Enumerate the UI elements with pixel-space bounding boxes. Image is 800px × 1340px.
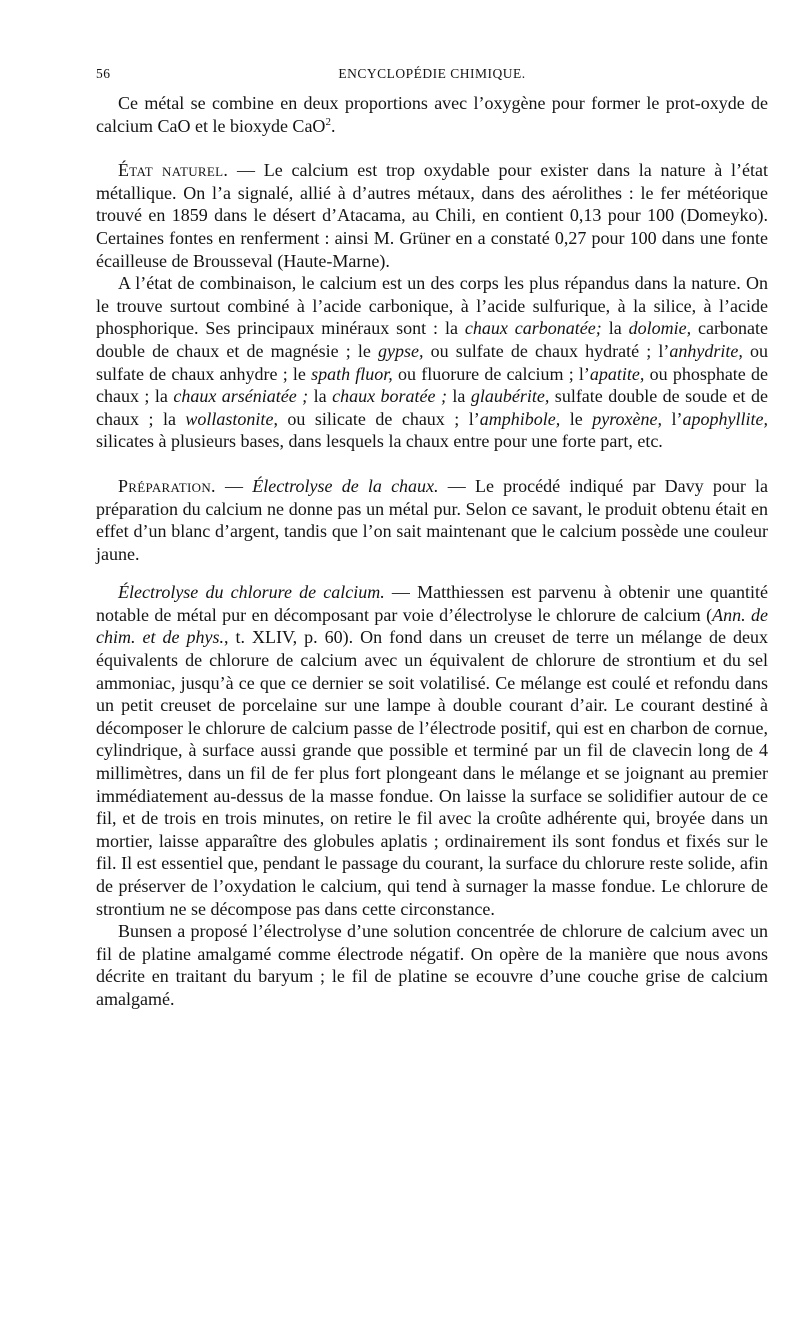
minerals-text: ou fluorure de calcium ; l’ <box>392 363 590 384</box>
minerals-text: ou phosphate de chaux ; la <box>96 363 768 407</box>
heading-dash: — <box>215 475 253 496</box>
mineral-name: chaux carbonatée; <box>464 318 602 339</box>
section-heading-preparation: Préparation. <box>118 475 216 496</box>
mineral-name: pyroxène, <box>592 408 663 429</box>
page-header <box>96 66 768 92</box>
mineral-name: apophyllite, <box>682 408 768 429</box>
minerals-text: la <box>601 318 629 339</box>
page-number: 56 <box>96 66 111 81</box>
minerals-text: ou sulfate de chaux hydraté ; l’ <box>423 340 670 361</box>
mineral-name: gypse, <box>378 340 424 361</box>
electrolyse-chlorure-paragraph <box>96 581 768 920</box>
electrolyse-text: — Matthiessen est parvenu à obtenir une quantité notable de métal pur en décomposant par voie d’électrolyse le chlorure de calcium ( <box>96 582 768 625</box>
preparation-paragraph <box>96 475 768 565</box>
mineral-name: amphibole, <box>479 408 561 429</box>
preparation-text: — Le procédé indiqué par Davy pour la préparation du calcium ne donne pas un métal pur. Selon ce savant, le produit obtenu était en effet d’un blanc d’argent, tandis que l’on sait maintenant que le calcium possède une couleur jaune. <box>96 475 769 564</box>
electrolyse-text: , t. XLIV, p. 60). On fond dans un creuset de terre un mélange de deux équivalents de chlorure de calcium avec un équivalent de chlorure de strontium et du sel ammoniac, jusqu’à ce que ce dernier se soit volatilisé. Ce mélange est coulé et refondu dans un petit creuset de porcelaine sur une lampe à double courant d’air. Le courant destiné à décomposer le chlorure de calcium passe de l’électrode positif, qui est en charbon de cornue, cylindrique, à surface aussi grande que possible et terminé par un fil de clavecin long de 4 millimètres, dans un fil de fer plus fort plongeant dans le mélange et se joignant au premier immédiatement au-dessus de la masse fondue. On laisse la surface se solidifier autour de ce fil, et de trois en trois minutes, on retire le fil avec la croûte adhérente qui, broyée dans un mortier, laisse apparaître des globules aplatis ; ordinairement ils sont fondus et fixés sur le fil. Il est essentiel que, pendant le passage du courant, la surface du chlorure reste solide, afin de préserver de l’oxydation le calcium, qui tend à surnager la masse fondue. Le chlorure de strontium ne se décompose pas dans cette circonstance. <box>96 627 768 919</box>
subheading-electrolyse-chlorure: Électrolyse du chlorure de calcium. <box>118 582 385 603</box>
intro-paragraph <box>96 92 768 137</box>
mineral-name: spath fluor, <box>311 363 393 384</box>
intro-text: Ce métal se combine en deux proportions avec l’oxygène pour former le prot-oxyde de calcium CaO et le bioxyde CaO <box>96 93 768 136</box>
etat-naturel-text: — Le calcium est trop oxydable pour exister dans la nature à l’état métallique. On l’a signalé, allié à d’autres métaux, dans des aérolithes : le fer météorique trouvé en 1859 dans le désert d’Atacama, au Chili, en contient 0,13 pour 100 (Domeyko). Certaines fontes en renferment : ainsi M. Grüner en a constaté 0,27 pour 100 dans une fonte écailleuse de Brousseval (Haute-Marne). <box>96 160 769 271</box>
running-title: ENCYCLOPÉDIE CHIMIQUE. <box>338 66 526 81</box>
mineral-name: dolomie, <box>628 318 692 339</box>
minerals-text: ou sulfate de chaux anhydre ; le <box>96 340 768 384</box>
minerals-text: la <box>446 386 471 407</box>
minerals-text: sulfate double de soude et de chaux ; la <box>96 386 768 429</box>
minerals-text: , ou silicate de chaux ; l’ <box>273 408 480 429</box>
superscript: 2 <box>325 115 331 128</box>
minerals-text: silicates à plusieurs bases, dans lesquels la chaux entre pour une forte part, etc. <box>96 431 663 452</box>
citation: Ann. de chim. et de phys. <box>96 604 769 648</box>
book-page <box>96 66 768 1011</box>
minerals-text: l’ <box>662 408 683 429</box>
mineral-name: anhydrite, <box>669 340 743 361</box>
mineral-name: wollastonite <box>185 408 274 429</box>
etat-naturel-paragraph <box>96 159 768 272</box>
minerals-text: carbonate double de chaux et de magnésie ; le <box>96 318 768 361</box>
mineral-name: chaux boratée ; <box>332 386 447 407</box>
mineral-name: chaux arséniatée ; <box>173 386 309 407</box>
minerals-paragraph <box>96 272 768 453</box>
bunsen-paragraph: Bunsen a proposé l’électrolyse d’une solution concentrée de chlorure de calcium avec un fil de platine amalgamé comme électrode négatif. On opère de la manière que nous avons décrite en traitant du baryum ; le fil de platine se ecouvre d’une couche grise de calcium amalgamé. <box>96 921 768 1009</box>
mineral-name: apatite, <box>589 363 645 384</box>
subheading-electrolyse-chaux: Électrolyse de la chaux. <box>252 475 439 496</box>
intro-text-end: . <box>330 115 336 136</box>
minerals-text: la <box>308 386 333 407</box>
minerals-text: A l’état de combinaison, le calcium est un des corps les plus répandus dans la nature. On le trouve surtout combiné à l’acide carbonique, à l’acide sulfurique, à la silice, à l’acide phosphorique. Ses principaux minéraux sont : la <box>96 273 768 339</box>
minerals-text: le <box>560 408 593 429</box>
section-heading-etat-naturel: État naturel. <box>118 160 229 181</box>
mineral-name: glaubérite, <box>470 386 550 407</box>
